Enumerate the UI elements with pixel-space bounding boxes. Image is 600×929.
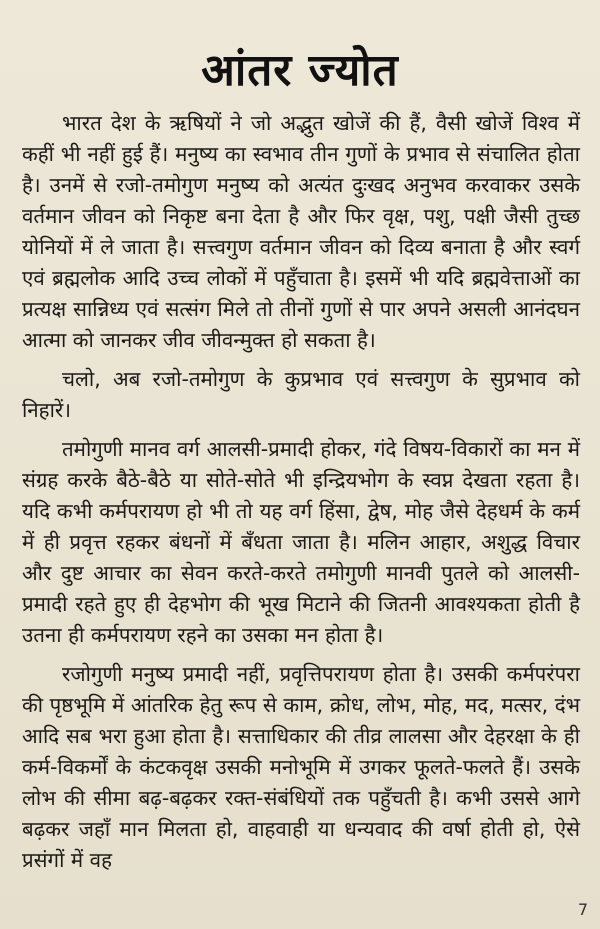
page-number: 7 [577,900,588,919]
paragraph: भारत देश के ऋषियों ने जो अद्भुत खोजें की हैं, वैसी खोजें विश्व में कहीं भी नहीं हुई हैं। मनुष्य का स्वभाव तीन गुणों के प्रभाव से संचालित होता है। उनमें से रजो-तमोगुण मनुष्य को अत्यंत दुःखद अनुभव करवाकर उसके वर्तमान जीवन को निकृष्ट बना देता है और फिर वृक्ष, पशु, पक्षी जैसी तुच्छ योनियों में ले जाता है। सत्त्वगुण वर्तमान जीवन को दिव्य बनाता है और स्वर्ग एवं ब्रह्मलोक आदि उच्च लोकों में पहुँचाता है। इसमें भी यदि ब्रह्मवेत्ताओं का प्रत्यक्ष सान्निध्य एवं सत्संग मिले तो तीनों गुणों से पार अपने असली आनंदघन आत्मा को जानकर जीव जीवन्मुक्त हो सकता है। [22,111,580,352]
page-title: आंतर ज्योत [201,45,399,96]
paragraph: रजोगुणी मनुष्य प्रमादी नहीं, प्रवृत्तिपरायण होता है। उसकी कर्मपरंपरा की पृष्ठभूमि में आंतरिक हेतु रूप से काम, क्रोध, लोभ, मोह, मद, मत्सर, दंभ आदि सब भरा हुआ होता है। सत्ताधिकार की तीव्र लालसा और देहरक्षा के ही कर्म-विकर्मों के कंटकवृक्ष उसकी मनोभूमि में उगकर फूलते-फलते हैं। उसके लोभ की सीमा बढ़-बढ़कर रक्त-संबंधियों तक पहुँचती है। कभी उससे आगे बढ़कर जहाँ मान मिलता हो, वाहवाही या धन्यवाद की वर्षा होती हो, ऐसे प्रसंगों में वह [22,662,580,872]
paragraph: तमोगुणी मानव वर्ग आलसी-प्रमादी होकर, गंदे विषय-विकारों का मन में संग्रह करके बैठे-बैठे या सोते-सोते भी इन्द्रियभोग के स्वप्न देखता रहता है। यदि कभी कर्मपरायण हो भी तो यह वर्ग हिंसा, द्वेष, मोह जैसे देहधर्म के कर्म में ही प्रवृत्त रहकर बंधनों में बँधता जाता है। मलिन आहार, अशुद्ध विचार और दुष्ट आचार का सेवन करते-करते तमोगुणी मानवी पुतले को आलसी-प्रमादी रहते हुए ही देहभोग की भूख मिटाने की जितनी आवश्यकता होती है उतना ही कर्मपरायण रहने का उसका मन होता है। [22,437,580,647]
paragraph: चलो, अब रजो-तमोगुण के कुप्रभाव एवं सत्त्वगुण के सुप्रभाव को निहारें। [22,367,580,422]
body-text [22,108,580,884]
